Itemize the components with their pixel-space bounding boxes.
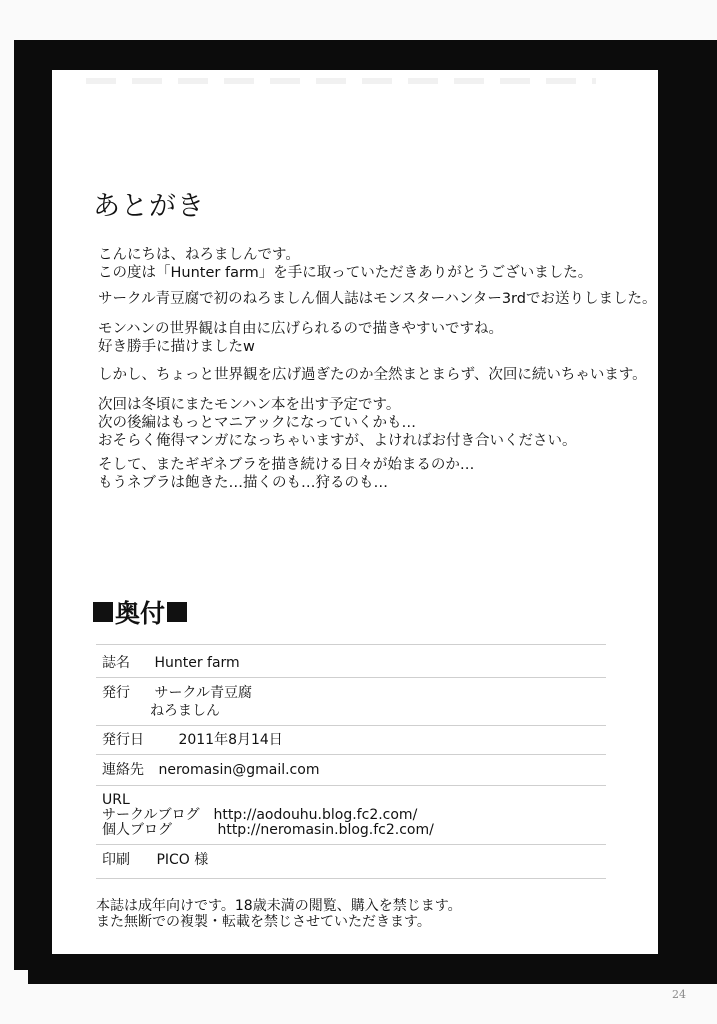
field-label: 発行日	[102, 732, 144, 748]
afterword-paragraph-5	[98, 396, 577, 450]
field-label: 誌名	[102, 655, 130, 671]
paragraph-line: 次の後編はもっとマニアックになっていくかも…	[98, 415, 416, 431]
afterword-paragraph-3	[98, 320, 503, 356]
adult-notice-line: 本誌は成年向けです。18歳未満の閲覧、購入を禁じます。	[96, 898, 462, 914]
paragraph-line: 次回は冬頃にまたモンハン本を出す予定です。	[98, 397, 401, 413]
paragraph-line: サークル青豆腐で初のねろましん個人誌はモンスターハンター3rdでお送りしました。	[98, 291, 657, 307]
field-value: 2011年8月14日	[178, 732, 283, 748]
paragraph-line: しかし、ちょっと世界観を広げ過ぎたのか全然まとまらず、次回に続いちゃいます。	[98, 367, 647, 383]
field-value: ねろましん	[150, 703, 220, 719]
field-label: 印刷	[102, 852, 130, 868]
field-label: サークルブログ	[102, 807, 200, 823]
paragraph-line: この度は「Hunter farm」を手に取っていただきありがとうございました。	[98, 265, 593, 281]
field-value: サークル青豆腐	[154, 685, 253, 701]
paragraph-line: 好き勝手に描けましたw	[98, 339, 255, 355]
paragraph-line: そして、またギギネブラを描き続ける日々が始まるのか…	[98, 457, 475, 473]
field-label: 個人ブログ	[102, 822, 172, 838]
colophon-personal-blog-row	[102, 821, 434, 839]
divider	[96, 725, 606, 726]
afterword-heading: あとがき	[93, 191, 205, 222]
colophon-title-row	[102, 654, 240, 672]
divider	[96, 844, 606, 845]
bleed-through-marks	[86, 78, 596, 84]
afterword-paragraph-6	[98, 456, 474, 492]
paragraph-line: もうネブラは飽きた…描くのも…狩るのも…	[98, 475, 388, 491]
field-label: URL	[102, 792, 130, 808]
colophon-heading	[93, 594, 187, 630]
colophon-contact-row	[102, 761, 319, 779]
field-value: neromasin@gmail.com	[158, 762, 320, 778]
copyright-notice-line: また無断での複製・転載を禁じさせていただきます。	[96, 914, 431, 930]
afterword-paragraph-1	[98, 246, 592, 282]
afterword-paragraph-4	[98, 366, 647, 384]
paragraph-line: モンハンの世界観は自由に広げられるので描きやすいですね。	[98, 321, 503, 337]
black-square-icon	[93, 602, 113, 622]
personal-blog-link: http://neromasin.blog.fc2.com/	[217, 822, 434, 838]
field-label: 連絡先	[102, 762, 144, 778]
divider	[96, 677, 606, 678]
paragraph-line: こんにちは、ねろましんです。	[98, 247, 300, 263]
divider	[96, 878, 606, 879]
colophon-date-row	[102, 731, 283, 749]
colophon-heading-text: 奥付	[115, 599, 166, 628]
page-number: 24	[672, 988, 686, 1001]
black-square-icon	[167, 602, 187, 622]
divider	[96, 754, 606, 755]
field-label: 発行	[102, 685, 130, 701]
afterword-paragraph-2	[98, 290, 656, 308]
colophon-printer-row	[102, 851, 208, 869]
divider	[96, 644, 606, 645]
colophon-author-row	[150, 702, 220, 720]
field-value: PICO 様	[156, 852, 209, 868]
circle-blog-link: http://aodouhu.blog.fc2.com/	[213, 807, 418, 823]
colophon-publisher-row	[102, 684, 252, 702]
divider	[96, 785, 606, 786]
field-value: Hunter farm	[154, 655, 240, 671]
paragraph-line: おそらく俺得マンガになっちゃいますが、よければお付き合いください。	[98, 433, 577, 449]
